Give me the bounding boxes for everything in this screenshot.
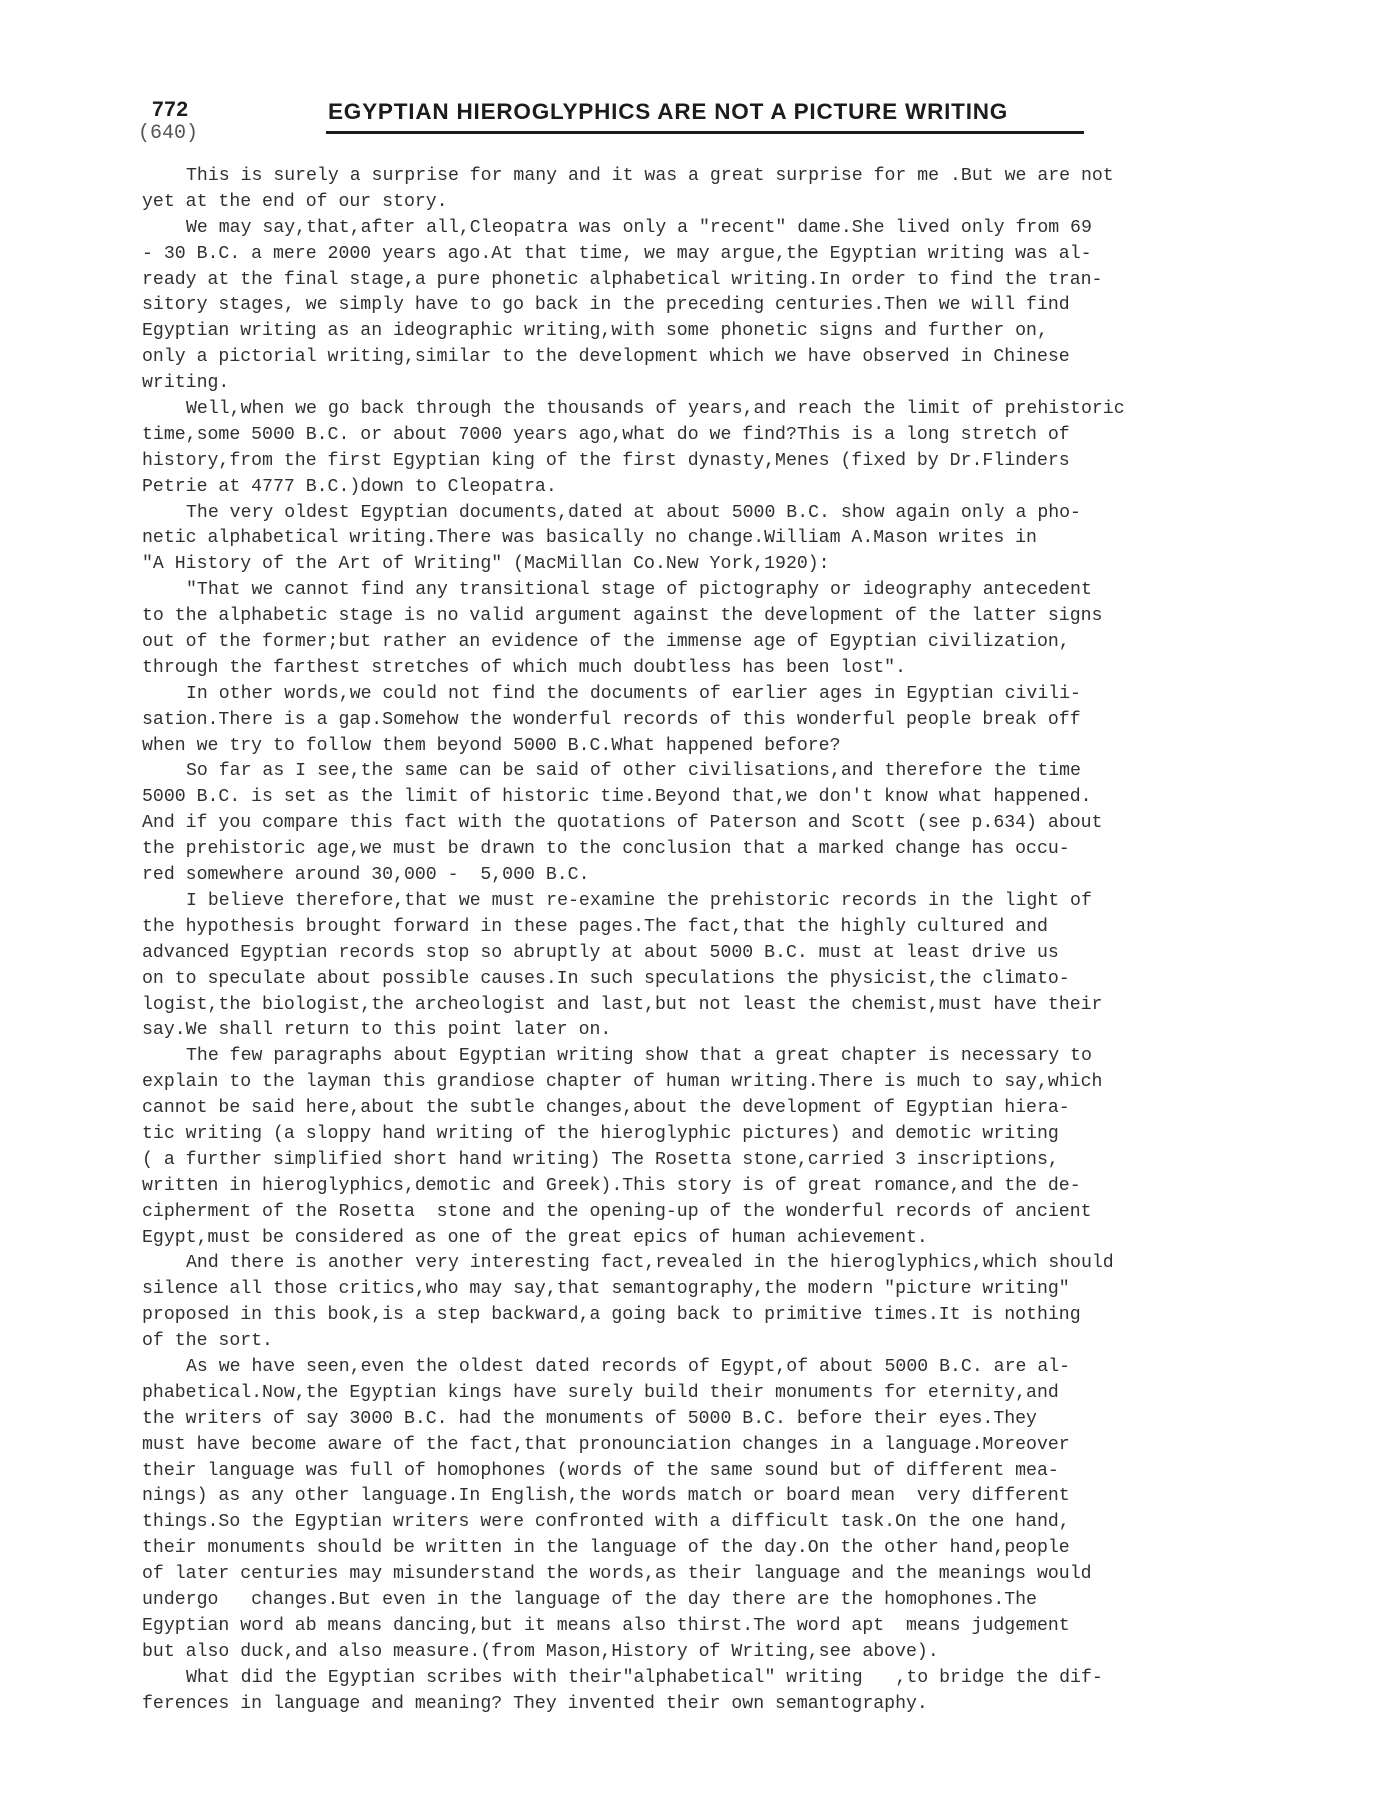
page-number: 772 bbox=[152, 98, 189, 121]
text-line: cipherment of the Rosetta stone and the opening-up of the wonderful records of ancient bbox=[142, 1201, 1092, 1222]
text-line: ready at the final stage,a pure phonetic alphabetical writing.In order to find the tran- bbox=[142, 269, 1103, 290]
text-line: say.We shall return to this point later on. bbox=[142, 1020, 612, 1041]
text-line: ( a further simplified short hand writing) The Rosetta stone,carried 3 inscriptions, bbox=[142, 1149, 1059, 1170]
text-line: logist,the biologist,the archeologist and last,but not least the chemist,must have their bbox=[142, 994, 1103, 1015]
text-line: 5000 B.C. is set as the limit of historic time.Beyond that,we don't know what happened. bbox=[142, 787, 1092, 808]
text-line: cannot be said here,about the subtle changes,about the development of Egyptian hiera- bbox=[142, 1098, 1070, 1119]
text-line: In other words,we could not find the documents of earlier ages in Egyptian civili- bbox=[186, 683, 1081, 704]
text-line: sitory stages, we simply have to go back in the preceding centuries.Then we will find bbox=[142, 295, 1070, 316]
text-line: the writers of say 3000 B.C. had the monuments of 5000 B.C. before their eyes.They bbox=[142, 1408, 1037, 1429]
text-line: ferences in language and meaning? They invented their own semantography. bbox=[142, 1693, 928, 1714]
text-line: The few paragraphs about Egyptian writing show that a great chapter is necessary to bbox=[186, 1046, 1092, 1067]
text-line: when we try to follow them beyond 5000 B.C.What happened before? bbox=[142, 735, 841, 756]
text-line: red somewhere around 30,000 - 5,000 B.C. bbox=[142, 865, 590, 886]
text-line: - 30 B.C. a mere 2000 years ago.At that time, we may argue,the Egyptian writing was al- bbox=[142, 243, 1092, 264]
text-line: Petrie at 4777 B.C.)down to Cleopatra. bbox=[142, 476, 557, 497]
title-underline bbox=[326, 131, 1084, 134]
text-line: to the alphabetic stage is no valid argument against the development of the latter signs bbox=[142, 606, 1103, 627]
text-line: but also duck,and also measure.(from Mason,History of Writing,see above). bbox=[142, 1641, 939, 1662]
original-page-number: (640) bbox=[138, 122, 199, 145]
page-title: EGYPTIAN HIEROGLYPHICS ARE NOT A PICTURE WRITING bbox=[328, 99, 1009, 124]
text-line: This is surely a surprise for many and it was a great surprise for me .But we are not bbox=[186, 166, 1114, 186]
text-line: on to speculate about possible causes.In such speculations the physicist,the climato- bbox=[142, 968, 1070, 989]
text-line: history,from the first Egyptian king of the first dynasty,Menes (fixed by Dr.Flinders bbox=[142, 450, 1070, 471]
text-line: And if you compare this fact with the quotations of Paterson and Scott (see p.634) about bbox=[142, 813, 1103, 834]
text-line: sation.There is a gap.Somehow the wonderful records of this wonderful people break off bbox=[142, 709, 1081, 730]
text-line: What did the Egyptian scribes with their"alphabetical" writing ,to bridge the dif- bbox=[186, 1667, 1103, 1688]
text-line: their monuments should be written in the language of the day.On the other hand,people bbox=[142, 1538, 1070, 1559]
text-line: of later centuries may misunderstand the words,as their language and the meanings would bbox=[142, 1564, 1092, 1585]
text-line: nings) as any other language.In English,the words match or board mean very different bbox=[142, 1486, 1070, 1507]
text-line: time,some 5000 B.C. or about 7000 years ago,what do we find?This is a long stretch of bbox=[142, 424, 1070, 445]
text-line: must have become aware of the fact,that pronounciation changes in a language.Moreover bbox=[142, 1434, 1070, 1455]
text-line: the prehistoric age,we must be drawn to the conclusion that a marked change has occu- bbox=[142, 839, 1070, 860]
text-line: undergo changes.But even in the language of the day there are the homophones.The bbox=[142, 1589, 1037, 1610]
text-line: only a pictorial writing,similar to the development which we have observed in Chinese bbox=[142, 347, 1070, 368]
text-line: So far as I see,the same can be said of other civilisations,and therefore the time bbox=[186, 761, 1081, 782]
text-line: out of the former;but rather an evidence of the immense age of Egyptian civilization, bbox=[142, 632, 1070, 653]
text-line: silence all those critics,who may say,that semantography,the modern "picture writing" bbox=[142, 1279, 1070, 1300]
text-line: yet at the end of our story. bbox=[142, 191, 448, 212]
text-line: I believe therefore,that we must re-examine the prehistoric records in the light of bbox=[186, 890, 1092, 911]
text-line: through the farthest stretches of which much doubtless has been lost". bbox=[142, 657, 906, 678]
text-line: As we have seen,even the oldest dated records of Egypt,of about 5000 B.C. are al- bbox=[186, 1356, 1071, 1377]
text-line: of the sort. bbox=[142, 1331, 273, 1352]
text-line: proposed in this book,is a step backward,a going back to primitive times.It is nothing bbox=[142, 1305, 1081, 1326]
text-line: "A History of the Art of Writing" (MacMillan Co.New York,1920): bbox=[142, 554, 830, 575]
text-line: the hypothesis brought forward in these pages.The fact,that the highly cultured and bbox=[142, 916, 1048, 937]
text-line: tic writing (a sloppy hand writing of the hieroglyphic pictures) and demotic writing bbox=[142, 1123, 1059, 1144]
text-line: "That we cannot find any transitional stage of pictography or ideography antecedent bbox=[186, 580, 1092, 601]
text-line: things.So the Egyptian writers were confronted with a difficult task.On the one hand, bbox=[142, 1512, 1070, 1533]
text-line: explain to the layman this grandiose chapter of human writing.There is much to say,which bbox=[142, 1072, 1103, 1093]
text-line: written in hieroglyphics,demotic and Greek).This story is of great romance,and the de- bbox=[142, 1175, 1081, 1196]
text-line: their language was full of homophones (words of the same sound but of different mea- bbox=[142, 1460, 1059, 1481]
text-line: Egyptian writing as an ideographic writing,with some phonetic signs and further on, bbox=[142, 321, 1048, 342]
body-text bbox=[142, 164, 1282, 1717]
text-line: phabetical.Now,the Egyptian kings have surely build their monuments for eternity,and bbox=[142, 1382, 1059, 1403]
text-line: The very oldest Egyptian documents,dated at about 5000 B.C. show again only a pho- bbox=[186, 502, 1081, 523]
text-line: Egypt,must be considered as one of the great epics of human achievement. bbox=[142, 1227, 928, 1248]
text-line: advanced Egyptian records stop so abruptly at about 5000 B.C. must at least drive us bbox=[142, 942, 1059, 963]
text-line: And there is another very interesting fact,revealed in the hieroglyphics,which should bbox=[186, 1253, 1114, 1274]
text-line: writing. bbox=[142, 373, 230, 394]
text-line: Egyptian word ab means dancing,but it means also thirst.The word apt means judgement bbox=[142, 1615, 1070, 1636]
text-line: netic alphabetical writing.There was basically no change.William A.Mason writes in bbox=[142, 528, 1037, 549]
text-line: We may say,that,after all,Cleopatra was only a "recent" dame.She lived only from 69 bbox=[186, 217, 1092, 238]
text-line: Well,when we go back through the thousands of years,and reach the limit of prehistoric bbox=[186, 399, 1125, 420]
